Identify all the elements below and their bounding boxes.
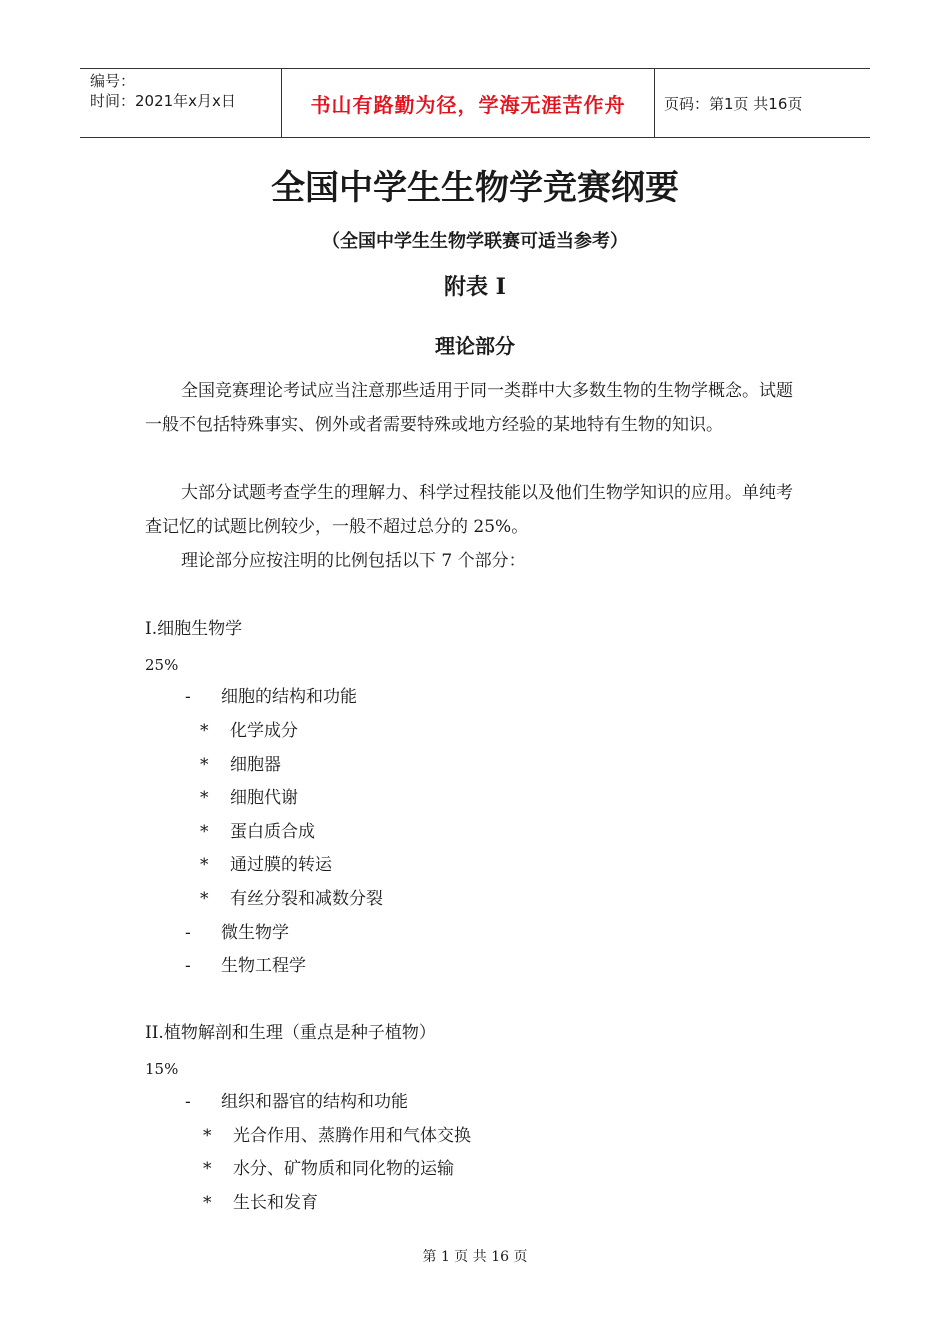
star-marker: *	[203, 1159, 212, 1179]
part-percent: 25%	[145, 656, 179, 674]
part-percent: 15%	[145, 1060, 179, 1078]
dash-marker: -	[185, 1092, 191, 1112]
star-marker: *	[200, 721, 209, 741]
date-label: 时间：2021年x月x日	[90, 92, 236, 110]
list-item	[200, 754, 281, 776]
list-item	[185, 922, 289, 944]
list-item-text: 细胞的结构和功能	[221, 687, 357, 707]
part-heading: I.细胞生物学	[145, 619, 243, 639]
header-motto: 书山有路勤为径，学海无涯苦作舟	[310, 92, 626, 117]
list-item	[203, 1192, 318, 1214]
list-item-text: 通过膜的转运	[230, 855, 332, 875]
list-item-text: 化学成分	[230, 721, 298, 741]
part-heading: II.植物解剖和生理（重点是种子植物）	[145, 1023, 436, 1043]
star-marker: *	[200, 822, 209, 842]
list-item	[200, 888, 383, 910]
list-item	[185, 955, 306, 977]
list-item	[200, 787, 298, 809]
star-marker: *	[200, 889, 209, 909]
list-item	[200, 720, 298, 742]
paragraph: 全国竞赛理论考试应当注意那些适用于同一类群中大多数生物的生物学概念。试题一般不包括特殊事实、例外或者需要特殊或地方经验的某地特有生物的知识。	[145, 381, 793, 435]
list-item-text: 蛋白质合成	[230, 822, 315, 842]
dash-marker: -	[185, 687, 191, 707]
document-title: 全国中学生生物学竞赛纲要	[271, 168, 679, 208]
document-subtitle: （全国中学生生物学联赛可适当参考）	[322, 231, 628, 252]
dash-marker: -	[185, 923, 191, 943]
list-item-text: 细胞代谢	[230, 788, 298, 808]
list-item-text: 水分、矿物质和同化物的运输	[233, 1159, 454, 1179]
list-item	[203, 1125, 471, 1147]
dash-marker: -	[185, 956, 191, 976]
serial-label: 编号：	[90, 72, 136, 90]
list-item	[200, 854, 332, 876]
section-title: 理论部分	[435, 334, 515, 358]
list-item-text: 生长和发育	[233, 1193, 318, 1213]
list-item-text: 组织和器官的结构和功能	[221, 1092, 408, 1112]
list-item	[203, 1158, 454, 1180]
star-marker: *	[203, 1126, 212, 1146]
list-item-text: 生物工程学	[221, 956, 306, 976]
paragraph: 大部分试题考查学生的理解力、科学过程技能以及他们生物学知识的应用。单纯考查记忆的试题比例较少，一般不超过总分的 25%。	[145, 483, 793, 537]
header-page-info: 页码：第1页 共16页	[664, 94, 803, 113]
page-header	[80, 68, 870, 138]
header-meta	[90, 71, 280, 111]
star-marker: *	[200, 755, 209, 775]
paragraph: 理论部分应按注明的比例包括以下 7 个部分：	[181, 551, 526, 571]
list-item-text: 有丝分裂和减数分裂	[230, 889, 383, 909]
appendix-title: 附表 I	[444, 274, 506, 300]
list-item-text: 细胞器	[230, 755, 281, 775]
star-marker: *	[200, 788, 209, 808]
list-item	[185, 1091, 408, 1113]
star-marker: *	[203, 1193, 212, 1213]
list-item	[185, 686, 357, 708]
page-footer: 第 1 页 共 16 页	[422, 1249, 528, 1265]
list-item-text: 微生物学	[221, 923, 289, 943]
list-item-text: 光合作用、蒸腾作用和气体交换	[233, 1126, 471, 1146]
list-item	[200, 821, 315, 843]
star-marker: *	[200, 855, 209, 875]
header-divider	[654, 69, 655, 137]
